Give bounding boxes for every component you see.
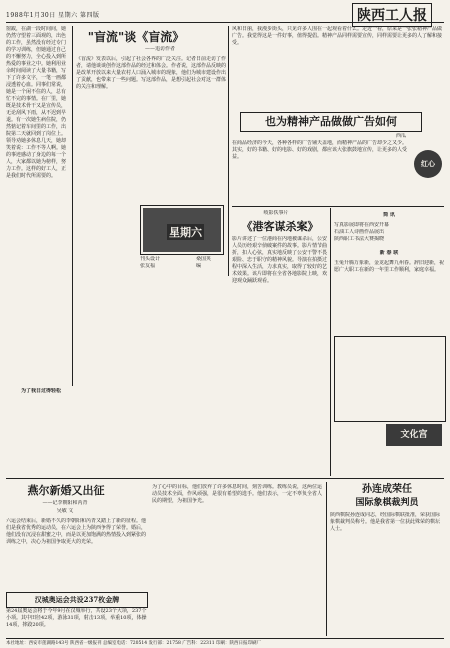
puzzle-grid-box [334, 336, 446, 422]
lower-center-article: 为了心中的目标，他们放弃了许多休息时间，刻苦训练。教练员说，这两位运动员技术全面，作风顽强，是很有希望的选手。他们表示，一定不辜负全省人民的期望，为祖国争光。 [152, 484, 322, 504]
column-logo-text: 星期六 [169, 226, 202, 239]
footer-rule [6, 638, 444, 639]
header-rule [6, 22, 444, 23]
newspaper-masthead: 陕西工人报 [352, 3, 432, 27]
olympics-headline-box [6, 592, 148, 608]
article-byline: ——追访作者 [144, 46, 175, 52]
left-column-article: 窗跋，在湖一段时间间，她仍然守望着三面观的，出色的工作，虽然没有经过专门的学习训练，但她通过自己的不懈努力，全心投入到所热爱的事业之中。她利用业余时间阅读了大量书籍，写下了许多文字，一笔一画都浸透着心血。同事们常说，她是一个闲不住的人，总有忙不完的事情。在厂里，她既是技术骨干又是宣传员，无论刮风下雨，从不迟到早退。有一次她生病住院，仍然惦记着车间里的工作，出院第二天就回到了岗位上。领导劝她多休息几天，她却笑着说：工作不等人啊。她的事迹感动了身边的每一个人，大家都以她为榜样，努力工作。这样的好工人，正是我们时代所需要的。 [6, 26, 67, 179]
column-divider [326, 482, 327, 636]
article-body: 《盲流》发表以后，引起了社会各界的广泛关注。记者日前走访了作者，请他谈谈创作这部作品的经过和体会。作者说，这部作品反映的是改革开放以来大量农村人口涌入城市的现象，他们为城市建设作出了贡献，也带来了一些问题。写这部作品，是想引起社会对这一群体的关注和理解。 [76, 56, 226, 90]
right-article-intro: 风和日丽，我漫步街头，只见许多人围在一起观看着什么。走近一看，原来是一张张精神产品做广告。我觉得这是一件好事，值得提倡。精神产品同样需要宣传，同样需要让更多的人了解和接受。 [232, 26, 443, 46]
left-sub-title: 为了我日过得轻松 [20, 388, 61, 394]
column-divider [228, 26, 229, 276]
column-divider [72, 26, 73, 386]
film-article-body: 影片讲述了一位港商在内地被谋杀后，公安人员历经艰辛侦破案件的故事。影片情节曲折，扣人心弦，真实地反映了公安干警不畏艰险、忠于职守的精神风貌。导演在拍摄过程中深入生活，力求真实，取得了较好的艺术效果。该片即将在全省各地影院上映，欢迎观众踊跃观看。 [232, 236, 328, 284]
section-rule [6, 478, 444, 479]
news-brief-item: 写真影展即将在西安开幕 [334, 222, 390, 228]
chess-headline-2: 国际象棋裁判员 [355, 498, 419, 508]
section-rule [232, 206, 444, 207]
photo-caption-right: 桑国英 [196, 256, 212, 262]
sports-subhead: ——记李朝阳和芮青 [42, 500, 88, 506]
culture-palace-logo: 文化宫 [386, 424, 442, 446]
article-headline: "盲流"谈《盲流》 [87, 30, 185, 44]
column-logo-image [140, 205, 224, 255]
footer-info: 本社地址：西安市莲湖路143号 陕西省一级报刊 总编室电话：720514 发行部：21758 广告科：22311 印刷：陕西日报印刷厂 [6, 641, 262, 646]
photo-caption-left: 刊头设计 [140, 256, 161, 262]
chess-article-body: 陕西棋院孙连成同志，经国际棋联批准，荣获国际象棋裁判员称号。他是我省第一位获此殊荣的棋坛人士。 [330, 512, 441, 532]
sports-article-body: 六运会结束后，新婚不久的李朝阳和芮青又踏上了新的征程。他们是我省优秀的运动员，在六运会上为陕西争得了荣誉。婚后，他们没有沉浸在甜蜜之中，而是以更加饱满的热情投入到紧张的训练之中，决心为祖国争取更大的光荣。 [6, 518, 147, 545]
column-divider [330, 208, 331, 476]
spring-couplet-title: 新 春 联 [379, 250, 399, 256]
issue-date: 1988年1月30日 星期六 第四版 [6, 12, 100, 19]
right-article-body: 在商品经济的今天，各种各样的广告铺天盖地，而精神产品的广告却少之又少。其实，好的书籍、好的电影、好的戏剧，都应该大张旗鼓地宣传，让更多的人受益。 [232, 140, 408, 160]
chess-headline: 孙连成荣任 [362, 484, 412, 495]
right-headline: 也为精神产品做做广告如何 [265, 115, 397, 128]
news-brief-item: 陕西职工书法大赛揭晓 [334, 236, 385, 242]
film-headline: 《港客谋杀案》 [241, 220, 319, 233]
red-heart-stamp: 红心 [414, 150, 442, 178]
photo-caption-left-2: 张友福 [140, 263, 156, 269]
news-brief-item: 石油工人诗画作品展出 [334, 229, 385, 235]
film-tag: 岐影佚事片 [263, 210, 289, 216]
photo-caption-right-2: 编 [196, 263, 202, 269]
sports-byline: 吴敏 文 [56, 508, 74, 514]
olympics-article-body: 第24届奥运会将于今年9月在汉城举行，共设23个大项，237个小项。其中田径42项，游泳31项，射击13项，举重10项，体操14项，摔跤20项。 [6, 608, 147, 628]
news-brief-title: 简 讯 [383, 212, 395, 218]
right-article-byline: 西瓜 [396, 133, 407, 139]
sports-headline: 燕尔新婚又出征 [27, 484, 105, 497]
right-headline-box [240, 112, 422, 132]
spring-couplet-body: 玉兔升腾万象新，金龙起舞九州春。辞旧迎新，祝愿广大职工在新的一年里工作顺利，家庭幸福。 [334, 260, 444, 273]
olympics-headline: 汉城奥运会共设237枚金牌 [34, 595, 120, 604]
